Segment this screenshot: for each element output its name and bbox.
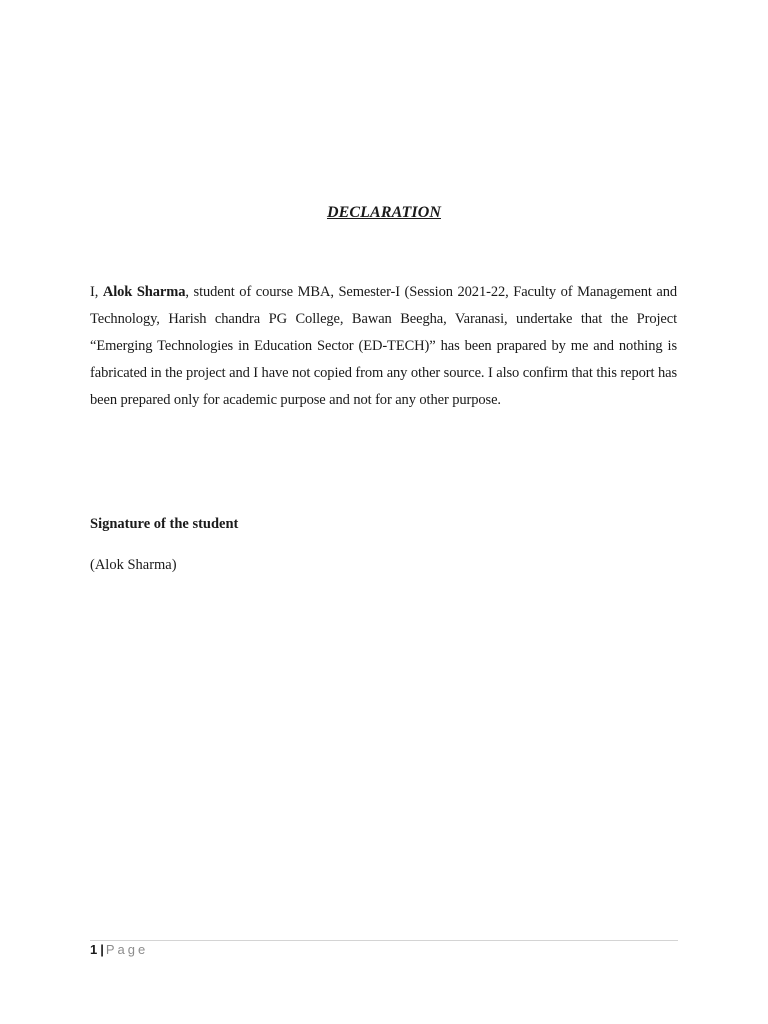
page-footer [90,942,148,957]
signature-name: (Alok Sharma) [90,557,177,573]
page-title: DECLARATION [326,204,441,221]
page-label: Page [105,942,149,957]
page-number: 1 [90,942,98,957]
declaration-paragraph [90,279,677,414]
footer-divider [90,940,678,941]
footer-separator: | [100,942,104,957]
paragraph-text: , student of course MBA, Semester-I (Session 2021-22, Faculty of Management and Technology, Harish chandra PG College, Bawan Beegha, Varanasi, undertake that the Project “Emerging Technologies in Education Sector (ED-TECH)” has been prapared by me and nothing is fabricated in the project and I have not copied from any other source. I also confirm that this report has been prepared only for academic purpose and not for any other purpose. [90,284,678,408]
signature-label: Signature of the student [90,516,239,532]
paragraph-prefix: I, [90,284,103,300]
student-name: Alok Sharma [102,284,186,300]
